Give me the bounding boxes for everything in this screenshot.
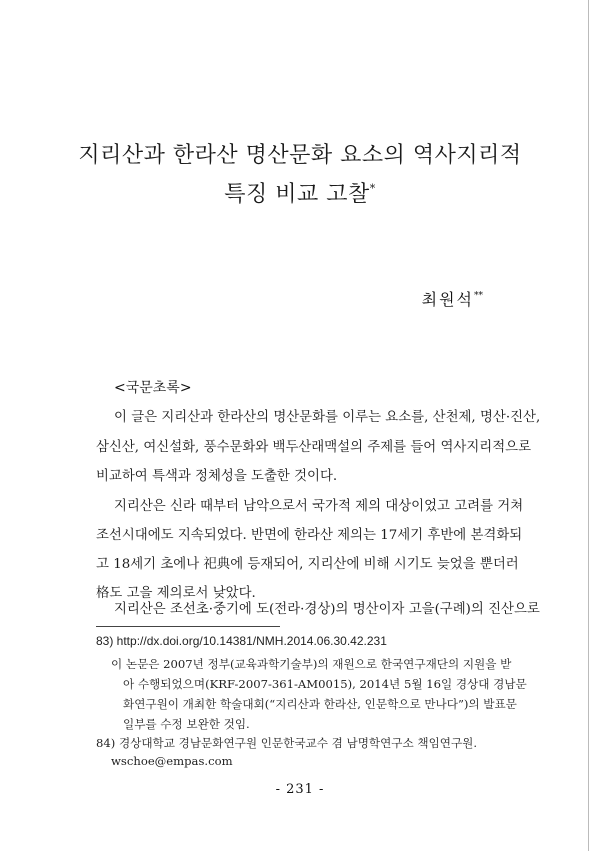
body-line: 이 글은 지리산과 한라산의 명산문화를 이루는 요소를, 산천제, 명산·진산, [114, 410, 541, 425]
abstract-heading: <국문초록> [114, 380, 192, 396]
paper-title-line-2: 특징 비교 고찰* [224, 182, 376, 207]
footnote-84-line: 84) 경상대학교 경남문화연구원 인문한국교수 겸 남명학연구소 책임연구원. [96, 736, 478, 750]
footnote-83-line: 이 논문은 2007년 정부(교육과학기술부)의 재원으로 한국연구재단의 지원을 받 [111, 657, 512, 671]
footnote-83-line: 아 수행되었으며(KRF-2007-361-AM0015), 2014년 5월 16일 경상대 경남문 [123, 677, 527, 691]
body-line: 조선시대에도 지속되었다. 반면에 한라산 제의는 17세기 후반에 본격화되 [96, 528, 523, 543]
author-name: 최원석 [421, 290, 474, 309]
title-footnote-marker: * [369, 182, 376, 195]
footnote-83-line: 일부를 수정 보완한 것임. [123, 717, 250, 731]
footnote-83-line: 화연구원이 개최한 학술대회(“지리산과 한라산, 인문학으로 만나다”)의 발표문 [123, 697, 517, 711]
paper-title-line-1: 지리산과 한라산 명산문화 요소의 역사지리적 [78, 143, 522, 168]
footnote-divider [96, 626, 280, 627]
page-number: - 231 - [275, 782, 325, 797]
author-footnote-marker: ** [474, 291, 483, 301]
body-line: 비교하여 특색과 정체성을 도출한 것이다. [96, 469, 338, 484]
body-line: 格도 고을 제의로서 낮았다. [96, 586, 256, 601]
body-line: 지리산은 신라 때부터 남악으로서 국가적 제의 대상이었고 고려를 거쳐 [114, 499, 524, 514]
footnote-84-email: wschoe@empas.com [111, 754, 233, 768]
page-edge-line [588, 0, 589, 851]
footnote-83-url: 83) http://dx.doi.org/10.14381/NMH.2014.06.30.42.231 [96, 634, 387, 648]
body-line: 삼신산, 여신설화, 풍수문화와 백두산래맥설의 주제를 들어 역사지리적으로 [96, 440, 532, 455]
author [422, 287, 483, 310]
body-line: 고 18세기 초에나 祀典에 등재되어, 지리산에 비해 시기도 늦었을 뿐더러 [96, 557, 519, 572]
body-line: 지리산은 조선초·중기에 도(전라·경상)의 명산이자 고을(구례)의 진산으로 [114, 602, 540, 617]
